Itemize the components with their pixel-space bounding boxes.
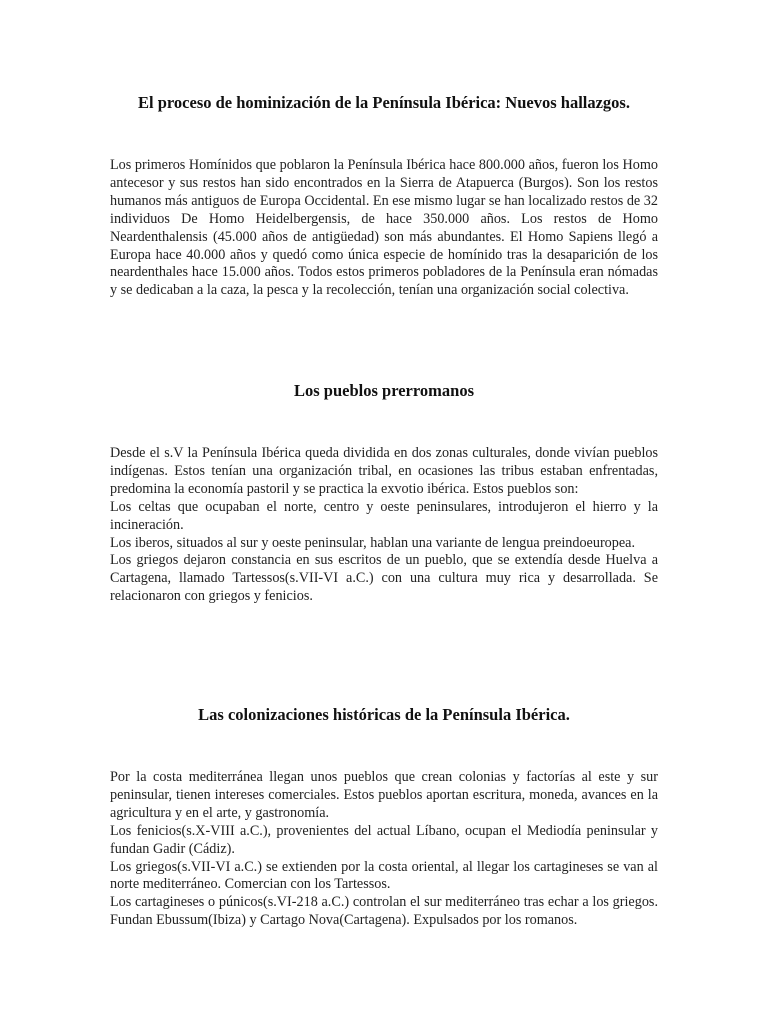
section-title: Los pueblos prerromanos [293,381,474,400]
section-body [110,157,658,300]
section-body [110,445,658,606]
paragraph: Los primeros Homínidos que poblaron la Península Ibérica hace 800.000 años, fueron los Homo antecesor y sus restos han sido encontrados en la Sierra de Atapuerca (Burgos). Son los restos humanos más antiguos de Europa Occidental. En ese mismo lugar se han localizado restos de 32 individuos De Homo Heidelbergensis, de hace 350.000 años. Los restos de Homo Neardenthalensis (45.000 años de antigüedad) son más abundantes. El Homo Sapiens llegó a Europa hace 40.000 años y quedó como única especie de homínido tras la desaparición de los neardenthales hace 15.000 años. Todos estos primeros pobladores de la Península eran nómadas y se dedicaban a la caza, la pesca y la recolección, tenían una organización social colectiva. [110,157,658,299]
section-title: El proceso de hominización de la Península Ibérica: Nuevos hallazgos. [138,93,630,112]
paragraph: Los griegos dejaron constancia en sus escritos de un pueblo, que se extendía desde Huelva a Cartagena, llamado Tartessos(s.VII-VI a.C.) con una cultura muy rica y desarrollada. Se relacionaron con griegos y fenicios. [110,552,658,605]
paragraph: Los cartagineses o púnicos(s.VI-218 a.C.) controlan el sur mediterráneo tras echar a los griegos. Fundan Ebussum(Ibiza) y Cartago Nova(Cartagena). Expulsados por los romanos. [110,894,658,929]
section-colonizaciones [110,705,658,930]
paragraph: Los fenicios(s.X-VIII a.C.), provenientes del actual Líbano, ocupan el Mediodía peninsular y fundan Gadir (Cádiz). [110,822,658,857]
paragraph: Los griegos(s.VII-VI a.C.) se extienden por la costa oriental, al llegar los cartagineses se van al norte mediterráneo. Comercian con los Tartessos. [110,858,658,893]
paragraph: Los iberos, situados al sur y oeste peninsular, hablan una variante de lengua preindoeuropea. [110,534,635,551]
section-pueblos-prerromanos [110,381,658,606]
paragraph: Los celtas que ocupaban el norte, centro y oeste peninsulares, introdujeron el hierro y la incineración. [110,498,658,533]
section-hominizacion [110,93,658,300]
paragraph: Por la costa mediterránea llegan unos pueblos que crean colonias y factorías al este y sur peninsular, tienen intereses comerciales. Estos pueblos aportan escritura, moneda, avances en la agricultura y en el arte, y gastronomía. [110,769,658,821]
paragraph: Desde el s.V la Península Ibérica queda dividida en dos zonas culturales, donde vivían pueblos indígenas. Estos tenían una organización tribal, en ocasiones las tribus estaban enfrentadas, predomina la economía pastoril y se practica la exvotio ibérica. Estos pueblos son: [110,445,658,497]
section-title: Las colonizaciones históricas de la Península Ibérica. [198,705,570,724]
section-body [110,769,658,930]
